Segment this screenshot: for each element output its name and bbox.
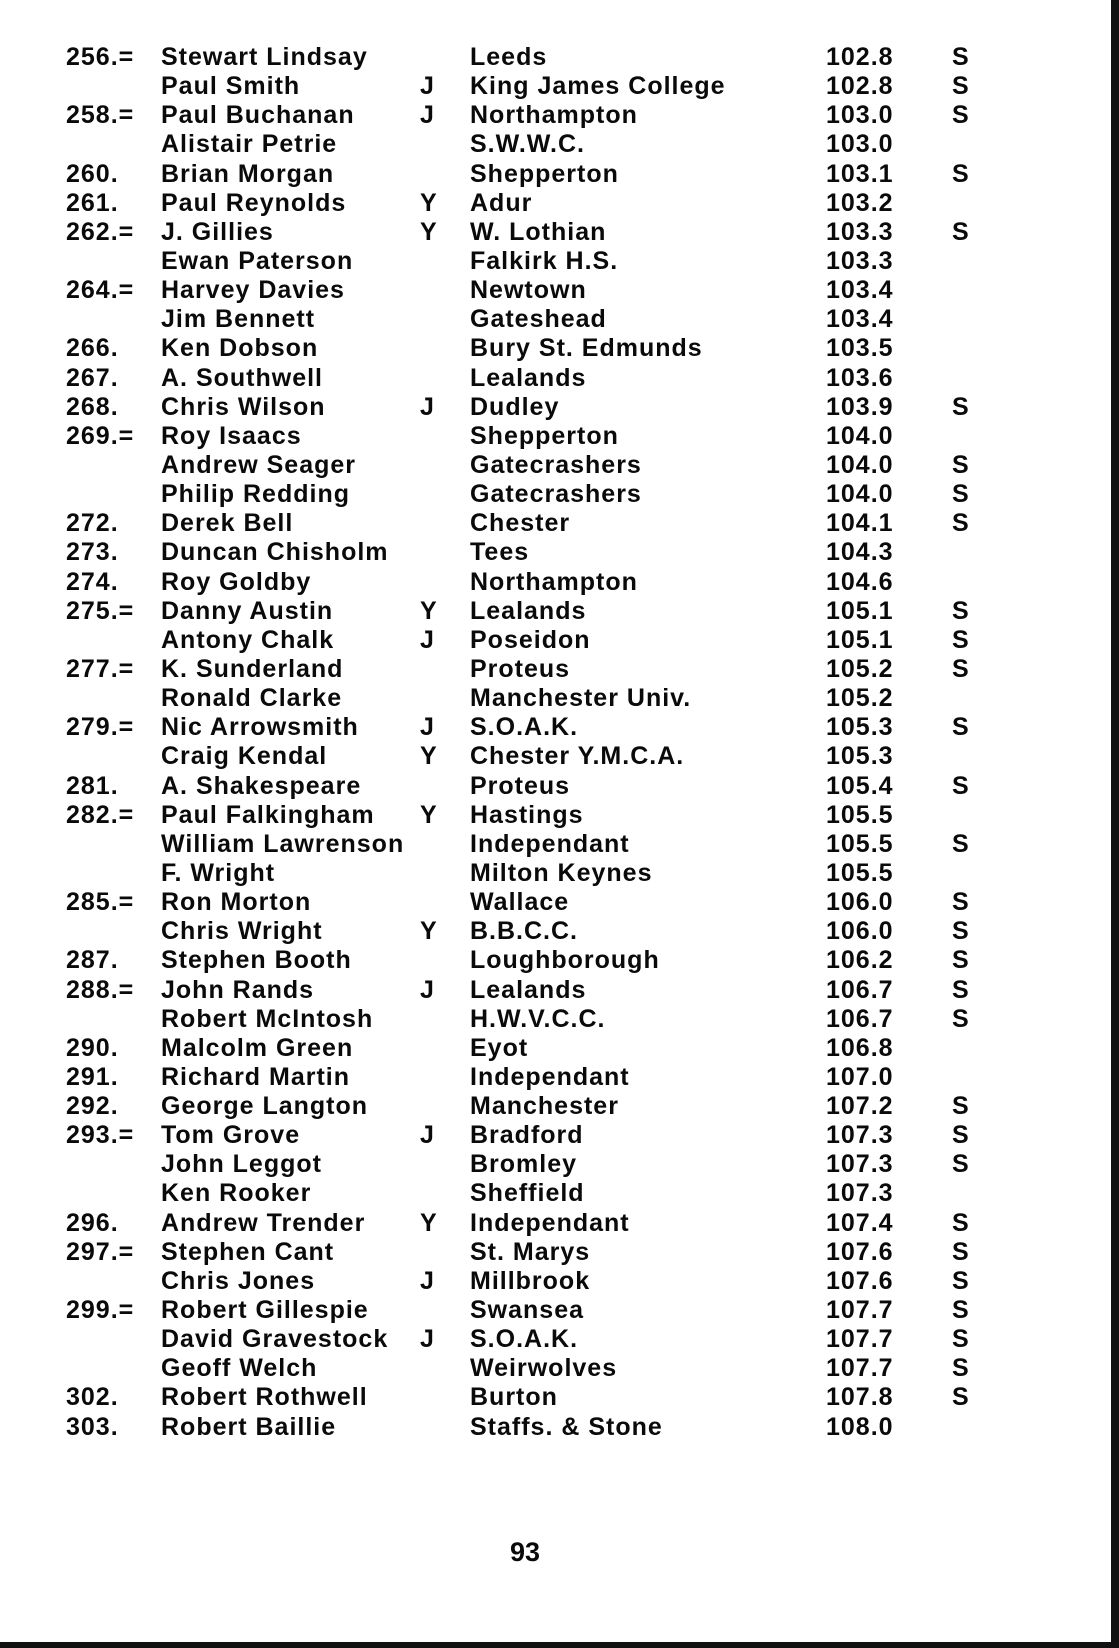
category: Y [420,742,438,771]
competitor-name: Brian Morgan [161,159,335,188]
time: 107.3 [826,1121,894,1150]
flag: S [952,509,970,538]
time: 105.5 [826,858,894,887]
club: Newtown [470,276,587,305]
competitor-name: Robert Baillie [161,1412,337,1441]
time: 103.9 [826,392,894,421]
flag: S [952,392,970,421]
club: Proteus [470,654,571,683]
competitor-name: Stewart Lindsay [161,43,368,71]
club: Swansea [470,1296,585,1325]
club: Independant [470,1208,630,1237]
time: 106.7 [826,975,894,1004]
club: Sheffield [470,1179,585,1208]
flag: S [952,1266,970,1295]
club: Eyot [470,1033,529,1062]
competitor-name: Paul Smith [161,72,301,101]
competitor-name: Ronald Clarke [161,684,343,713]
club: Gatecrashers [470,450,642,479]
club: Falkirk H.S. [470,246,619,275]
time: 103.0 [826,101,894,130]
flag: S [952,450,970,479]
competitor-name: David Gravestock [161,1325,389,1354]
time: 104.0 [826,421,894,450]
club: Wallace [470,888,570,917]
club: Manchester [470,1092,619,1121]
competitor-name: Tom Grove [161,1121,301,1150]
position: 268. [66,392,119,421]
club: Gateshead [470,305,607,334]
competitor-name: Robert McIntosh [161,1004,374,1033]
competitor-name: John Rands [161,975,315,1004]
category: Y [420,917,438,946]
competitor-name: Nic Arrowsmith [161,713,359,742]
competitor-name: Ron Morton [161,888,312,917]
position: 297.= [66,1237,135,1266]
time: 103.3 [826,246,894,275]
flag: S [952,1092,970,1121]
competitor-name: Andrew Trender [161,1208,366,1237]
time: 107.3 [826,1150,894,1179]
position: 296. [66,1208,119,1237]
time: 107.6 [826,1237,894,1266]
position: 279.= [66,713,135,742]
position: 292. [66,1092,119,1121]
club: B.B.C.C. [470,917,578,946]
competitor-name: Andrew Seager [161,450,357,479]
time: 106.0 [826,917,894,946]
time: 107.3 [826,1179,894,1208]
flag: S [952,829,970,858]
competitor-name: K. Sunderland [161,654,344,683]
time: 107.7 [826,1325,894,1354]
flag: S [952,72,970,101]
club: Chester Y.M.C.A. [470,742,685,771]
competitor-name: John Leggot [161,1150,322,1179]
position: 256.= [66,43,135,71]
time: 102.8 [826,43,894,71]
flag: S [952,1383,970,1412]
flag: S [952,1325,970,1354]
position: 302. [66,1383,119,1412]
club: Dudley [470,392,560,421]
competitor-name: Geoff Welch [161,1354,318,1383]
position: 285.= [66,888,135,917]
position: 287. [66,946,119,975]
competitor-name: Danny Austin [161,596,334,625]
club: Manchester Univ. [470,684,692,713]
time: 107.6 [826,1266,894,1295]
club: Bury St. Edmunds [470,334,703,363]
flag: S [952,1121,970,1150]
competitor-name: A. Shakespeare [161,771,362,800]
position: 290. [66,1033,119,1062]
time: 103.3 [826,217,894,246]
time: 104.0 [826,480,894,509]
competitor-name: Ewan Paterson [161,246,354,275]
club: Leeds [470,43,548,71]
category: Y [420,800,438,829]
time: 105.3 [826,713,894,742]
competitor-name: Harvey Davies [161,276,345,305]
club: Independant [470,1062,630,1091]
flag: S [952,159,970,188]
time: 106.2 [826,946,894,975]
time: 102.8 [826,72,894,101]
flag: S [952,917,970,946]
time: 105.5 [826,800,894,829]
time: 107.0 [826,1062,894,1091]
flag: S [952,888,970,917]
position: 291. [66,1062,119,1091]
time: 105.2 [826,684,894,713]
position: 258.= [66,101,135,130]
flag: S [952,1354,970,1383]
position: 282.= [66,800,135,829]
page-number: 93 [509,1537,541,1567]
competitor-name: Philip Redding [161,480,350,509]
time: 105.2 [826,654,894,683]
flag: S [952,713,970,742]
category: J [420,72,435,101]
club: S.W.W.C. [470,130,585,159]
flag: S [952,654,970,683]
club: Gatecrashers [470,480,642,509]
club: Chester [470,509,571,538]
position: 275.= [66,596,135,625]
club: King James College [470,72,726,101]
competitor-name: Malcolm Green [161,1033,354,1062]
club: Shepperton [470,159,619,188]
time: 103.2 [826,188,894,217]
competitor-name: Richard Martin [161,1062,351,1091]
position: 293.= [66,1121,135,1150]
time: 106.8 [826,1033,894,1062]
time: 103.4 [826,276,894,305]
club: Bromley [470,1150,578,1179]
competitor-name: A. Southwell [161,363,323,392]
club: St. Marys [470,1237,591,1266]
flag: S [952,217,970,246]
competitor-name: William Lawrenson [161,829,405,858]
time: 107.2 [826,1092,894,1121]
club: Lealands [470,975,587,1004]
category: Y [420,596,438,625]
position: 261. [66,188,119,217]
page-edge-bottom [0,1642,1119,1648]
category: J [420,101,435,130]
time: 108.0 [826,1412,894,1441]
time: 107.8 [826,1383,894,1412]
club: Poseidon [470,625,591,654]
flag: S [952,625,970,654]
flag: S [952,975,970,1004]
position: 266. [66,334,119,363]
competitor-name: Jim Bennett [161,305,316,334]
position: 303. [66,1412,119,1441]
competitor-name: Stephen Booth [161,946,352,975]
competitor-name: Ken Rooker [161,1179,312,1208]
time: 103.6 [826,363,894,392]
club: Burton [470,1383,558,1412]
position: 264.= [66,276,135,305]
competitor-name: J. Gillies [161,217,274,246]
flag: S [952,1150,970,1179]
category: Y [420,217,438,246]
category: J [420,625,435,654]
club: Tees [470,538,530,567]
page-edge-right [1111,0,1119,1648]
time: 103.4 [826,305,894,334]
club: Millbrook [470,1266,591,1295]
club: W. Lothian [470,217,607,246]
competitor-name: Robert Rothwell [161,1383,368,1412]
competitor-name: Roy Isaacs [161,421,302,450]
time: 103.1 [826,159,894,188]
category: J [420,1325,435,1354]
time: 105.3 [826,742,894,771]
competitor-name: Chris Jones [161,1266,316,1295]
flag: S [952,946,970,975]
club: H.W.V.C.C. [470,1004,606,1033]
time: 106.7 [826,1004,894,1033]
flag: S [952,596,970,625]
category: Y [420,1208,438,1237]
club: Northampton [470,567,638,596]
flag: S [952,1237,970,1266]
time: 104.3 [826,538,894,567]
flag: S [952,1296,970,1325]
time: 105.1 [826,625,894,654]
flag: S [952,771,970,800]
competitor-name: Craig Kendal [161,742,328,771]
competitor-name: Paul Reynolds [161,188,347,217]
club: Adur [470,188,533,217]
competitor-name: Derek Bell [161,509,294,538]
category: J [420,975,435,1004]
position: 299.= [66,1296,135,1325]
position: 288.= [66,975,135,1004]
competitor-name: Paul Buchanan [161,101,355,130]
position: 260. [66,159,119,188]
club: Lealands [470,363,587,392]
position: 273. [66,538,119,567]
club: S.O.A.K. [470,1325,579,1354]
club: Northampton [470,101,638,130]
position: 274. [66,567,119,596]
flag: S [952,43,970,71]
club: Milton Keynes [470,858,653,887]
club: Proteus [470,771,571,800]
competitor-name: Chris Wright [161,917,323,946]
time: 103.0 [826,130,894,159]
category: J [420,1266,435,1295]
category: Y [420,188,438,217]
position: 269.= [66,421,135,450]
competitor-name: George Langton [161,1092,369,1121]
time: 105.1 [826,596,894,625]
category: J [420,392,435,421]
category: J [420,713,435,742]
time: 107.7 [826,1354,894,1383]
club: Hastings [470,800,584,829]
position: 262.= [66,217,135,246]
competitor-name: Paul Falkingham [161,800,375,829]
club: Weirwolves [470,1354,618,1383]
time: 104.0 [826,450,894,479]
club: Lealands [470,596,587,625]
position: 272. [66,509,119,538]
competitor-name: Ken Dobson [161,334,319,363]
time: 106.0 [826,888,894,917]
category: J [420,1121,435,1150]
flag: S [952,101,970,130]
time: 105.5 [826,829,894,858]
competitor-name: Antony Chalk [161,625,335,654]
competitor-name: Robert Gillespie [161,1296,369,1325]
flag: S [952,1208,970,1237]
time: 105.4 [826,771,894,800]
competitor-name: Stephen Cant [161,1237,335,1266]
flag: S [952,1004,970,1033]
time: 104.1 [826,509,894,538]
competitor-name: Chris Wilson [161,392,326,421]
time: 104.6 [826,567,894,596]
time: 103.5 [826,334,894,363]
time: 107.4 [826,1208,894,1237]
time: 107.7 [826,1296,894,1325]
club: S.O.A.K. [470,713,579,742]
competitor-name: Duncan Chisholm [161,538,389,567]
competitor-name: F. Wright [161,858,276,887]
club: Bradford [470,1121,584,1150]
competitor-name: Alistair Petrie [161,130,338,159]
competitor-name: Roy Goldby [161,567,312,596]
club: Loughborough [470,946,660,975]
position: 281. [66,771,119,800]
club: Independant [470,829,630,858]
club: Shepperton [470,421,619,450]
club: Staffs. & Stone [470,1412,663,1441]
position: 267. [66,363,119,392]
position: 277.= [66,654,135,683]
flag: S [952,480,970,509]
